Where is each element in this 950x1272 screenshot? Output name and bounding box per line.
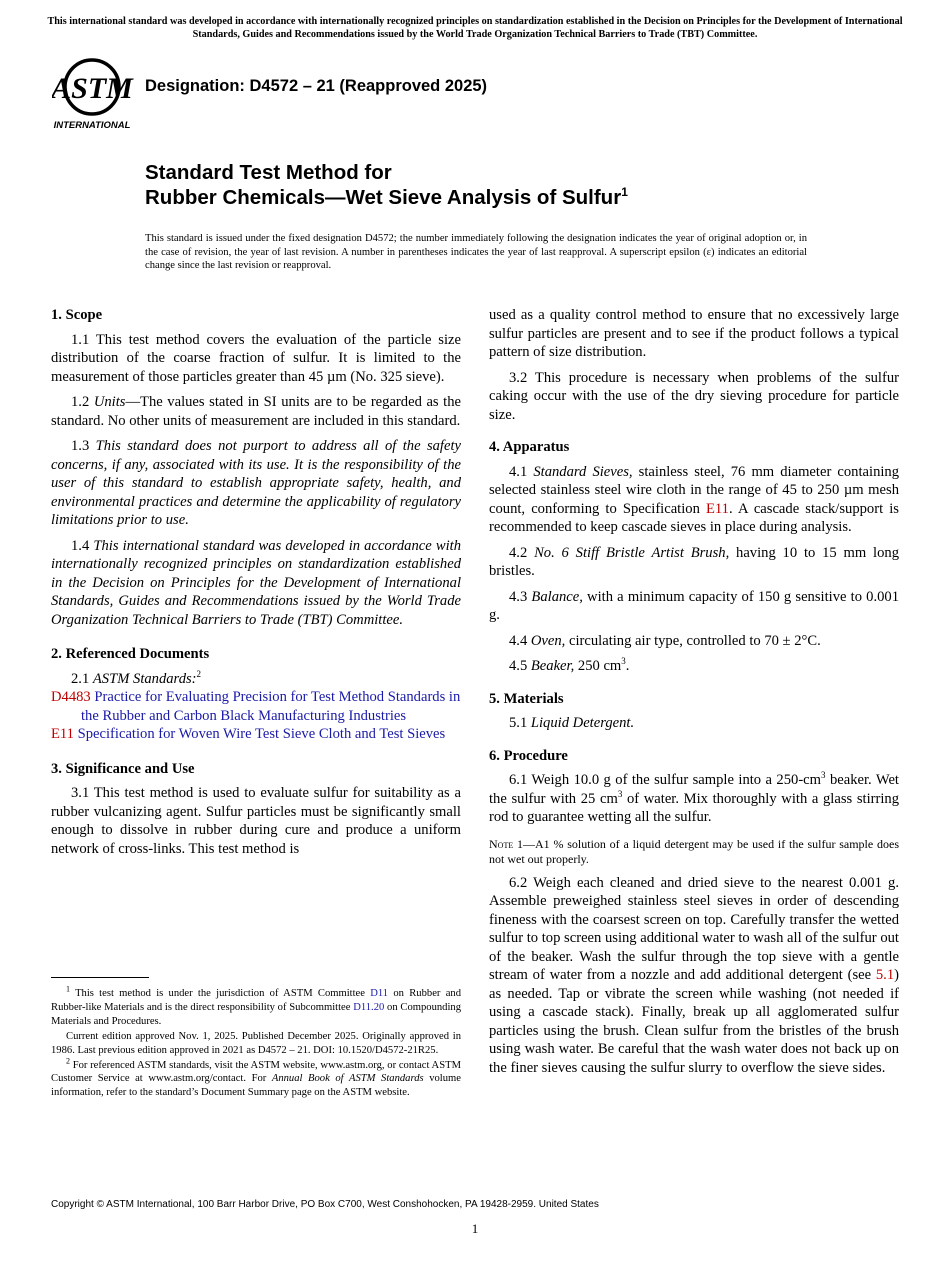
- footnote-1-text-a: This test method is under the jurisdiction of ASTM Committee: [70, 988, 371, 999]
- para-1-1: 1.1 This test method covers the evaluation of the particle size distribution of the coarse fraction of sulfur. It is limited to the measurement of those particles greater than 45 µm (No. 325 sieve).: [51, 331, 461, 385]
- astm-logo-icon: [52, 56, 136, 132]
- para-3-1-continued: used as a quality control method to ensure that no excessively large sulfur particles are present and to see if the product follows a typical pattern of size distribution.: [489, 307, 899, 360]
- footnote-2-mark: 2: [66, 1056, 70, 1065]
- para-4-5-italic: Beaker,: [530, 658, 575, 674]
- footnote-2-text-a: For referenced ASTM standards, visit the ASTM website, www.astm.org, or contact ASTM Customer Service at www.astm.org/contact. For: [51, 1059, 461, 1085]
- para-1-2-rest: —The values stated in SI units are to be regarded as the standard. No other units of measurement are included in this standard.: [51, 394, 461, 429]
- footnote-1-text-c: on Compounding Materials and Procedures.: [51, 1001, 461, 1027]
- title-footnote-mark: 1: [621, 185, 628, 200]
- para-6-1: [489, 771, 899, 827]
- para-3-2: 3.2 This procedure is necessary when problems of the sulfur caking occur with the use of the dry sieving procedure for particle size.: [489, 369, 899, 423]
- footnote-1: [51, 984, 461, 1029]
- para-4-3-italic: Balance,: [531, 588, 583, 605]
- reference-code[interactable]: D4483: [51, 689, 91, 705]
- para-4-5: [489, 657, 899, 676]
- para-6-2: [489, 874, 899, 1078]
- referenced-heading: 2. Referenced Documents: [51, 646, 210, 662]
- para-2-1: [51, 670, 461, 689]
- title-line-2-text: Rubber Chemicals—Wet Sieve Analysis of Sulfur: [145, 186, 622, 209]
- footnote-2-italic: Annual Book of ASTM Standards: [271, 1073, 424, 1085]
- para-4-1-italic: Standard Sieves,: [533, 463, 633, 480]
- para-4-2-italic: No. 6 Stiff Bristle Artist Brush,: [534, 544, 730, 561]
- note-1-label: Note 1: [489, 836, 523, 851]
- top-notice: This international standard was developed in accordance with internationally recognized principles on standardization established in the Decision on Principles for the Development of International Standards, Guides and Recommendations issued by the World Trade Organization Technical Barriers to Trade (TBT) Committee.: [47, 16, 903, 40]
- footnote-edition: Current edition approved Nov. 1, 2025. Published December 2025. Originally approved in 1986. Last previous edition approved in 2021 as D4572 – 21. DOI: 10.1520/D4572-21R25.: [51, 1030, 461, 1056]
- scope-heading: 1. Scope: [51, 307, 103, 323]
- para-4-2: [489, 544, 899, 581]
- subcommittee-link[interactable]: D11.20: [353, 1001, 385, 1013]
- section-5-1-link[interactable]: 5.1: [875, 967, 895, 983]
- para-1-2-num: 1.2: [71, 394, 94, 410]
- para-5-1-italic: Liquid Detergent.: [530, 715, 635, 731]
- para-1-3: [51, 437, 461, 530]
- title-line-1: Standard Test Method for: [145, 161, 392, 184]
- para-1-2: [51, 393, 461, 430]
- para-4-5-sup: 3: [621, 656, 626, 667]
- para-6-2-text-b: ) as needed. Tap or vibrate the screen while washing (not needed if using a cascade stack). Finally, break up all agglomerated sulfur particles using the brush. Clean sulfur from the bristles of the brush using wash water. Be careful that the wash water does not back up on the finer sieves causing the sulfur slurry to overflow the sieve sides.: [489, 967, 899, 1076]
- para-5-1-num: 5.1: [509, 715, 531, 731]
- reference-code[interactable]: E11: [51, 726, 74, 742]
- para-4-4-italic: Oven,: [530, 632, 566, 649]
- footnote-2: [51, 1056, 461, 1101]
- footnote-rule: [51, 977, 149, 978]
- para-4-5-rest: 250 cm: [574, 658, 622, 674]
- para-4-1-text-b: . A cascade stack/support is recommended to keep cascade sieves in place during analysis.: [489, 500, 899, 535]
- para-3-1: 3.1 This test method is used to evaluate sulfur for suitability as a rubber vulcanizing agent. Sulfur particles must be significantly small enough to dissolve in rubber during cure and produce a uniform network of cross-links. This test method is: [51, 785, 461, 857]
- apparatus-heading: 4. Apparatus: [489, 439, 570, 455]
- para-2-1-sup: 2: [196, 668, 202, 679]
- spec-e11-link[interactable]: E11: [706, 500, 729, 517]
- copyright: Copyright © ASTM International, 100 Barr Harbor Drive, PO Box C700, West Conshohocken, PA 19428-2959. United States: [51, 1199, 599, 1210]
- para-6-1-sup-1: 3: [821, 770, 826, 781]
- footnote-1-mark: 1: [66, 984, 70, 994]
- para-4-1-text-a: stainless steel, 76 mm diameter containing selected stainless steel wire cloth in the range of 45 to 250 µm mesh count, conforming to Specification: [489, 463, 900, 517]
- logo-subtext: INTERNATIONAL: [53, 120, 131, 131]
- para-6-1-text-b: beaker. Wet the sulfur with 25 cm: [489, 772, 899, 807]
- para-4-4-num: 4.4: [509, 632, 531, 649]
- para-4-2-num: 4.2: [509, 544, 535, 561]
- para-4-4-rest: circulating air type, controlled to 70 ± 2°C.: [565, 632, 821, 649]
- para-1-4: [51, 537, 461, 630]
- page-number: 1: [471, 1221, 479, 1236]
- para-6-1-text-c: of water. Mix thoroughly with a glass stirring rod to guarantee wetting all the sulfur.: [489, 790, 899, 825]
- procedure-heading: 6. Procedure: [489, 747, 568, 764]
- para-4-5-end: .: [625, 658, 630, 674]
- para-5-1: [489, 714, 899, 733]
- para-4-3-rest: with a minimum capacity of 150 g sensitive to 0.001 g.: [489, 588, 899, 623]
- para-6-2-text-a: 6.2 Weigh each cleaned and dried sieve to the nearest 0.001 g. Assemble preweighed stainless steel sieves in order of descending fineness with the coarsest screen on top. Carefully transfer the wetted sulfur to top screen using additional water to wash all of the sulfur out of the beaker. Wash the sulfur through the top sieve with a gentle stream of water from a nozzle and add additional detergent (see: [489, 874, 899, 983]
- reference-item[interactable]: [51, 725, 461, 744]
- materials-heading: 5. Materials: [489, 690, 564, 707]
- designation: Designation: D4572 – 21 (Reapproved 2025): [145, 77, 488, 95]
- para-4-4: [489, 632, 899, 651]
- para-4-1-num: 4.1: [509, 463, 534, 480]
- logo-text: ASTM: [52, 72, 133, 105]
- title-line-2: [145, 185, 628, 210]
- reference-title[interactable]: Specification for Woven Wire Test Sieve Cloth and Test Sieves: [77, 726, 446, 742]
- para-1-4-num: 1.4: [71, 537, 94, 554]
- left-column: [51, 306, 461, 865]
- astm-logo: [52, 56, 136, 132]
- footnote-1-text-b: on Rubber and Rubber-like Materials and is the direct responsibility of Subcommittee: [51, 988, 461, 1013]
- reference-title[interactable]: Practice for Evaluating Precision for Test Method Standards in the Rubber and Carbon Black Manufacturing Industries: [81, 689, 461, 724]
- para-1-2-italic: Units: [93, 394, 126, 410]
- para-4-2-rest: having 10 to 15 mm long bristles.: [489, 544, 899, 579]
- committee-link[interactable]: D11: [370, 988, 389, 999]
- para-1-3-num: 1.3: [71, 438, 96, 454]
- note-1-text: —A1 % solution of a liquid detergent may be used if the sulfur sample does not wet out properly.: [489, 836, 899, 866]
- significance-heading: 3. Significance and Use: [51, 760, 195, 777]
- right-column: [489, 306, 899, 1084]
- para-4-1: [489, 463, 899, 537]
- para-1-4-italic: This international standard was developed in accordance with internationally recognized principles on standardization established in the Decision on Principles for the Development of International Standards, Guides and Recommendations issued by the World Trade Organization Technical Barriers to Trade (TBT) Committee.: [51, 537, 462, 628]
- para-2-1-num: 2.1: [71, 670, 93, 687]
- para-4-3: [489, 588, 899, 625]
- para-2-1-italic: ASTM Standards:: [92, 670, 197, 687]
- document-title: [145, 160, 628, 210]
- para-1-3-italic: This standard does not purport to address all of the safety concerns, if any, associated with its use. It is the responsibility of the user of this standard to establish appropriate safety, health, and environmental practices and determine the applicability of regulatory limitations prior to use.: [51, 438, 461, 528]
- para-6-1-text-a: 6.1 Weigh 10.0 g of the sulfur sample into a 250-cm: [509, 772, 822, 788]
- footnote-2-text-b: volume information, refer to the standard’s Document Summary page on the ASTM website.: [51, 1073, 461, 1099]
- issued-note: This standard is issued under the fixed designation D4572; the number immediately following the designation indicates the year of original adoption or, in the case of revision, the year of last revision. A number in parentheses indicates the year of last reapproval. A superscript epsilon (ε) indicates an editorial change since the last revision or reapproval.: [145, 233, 807, 272]
- note-1: [489, 837, 899, 868]
- para-6-1-sup-2: 3: [617, 788, 623, 799]
- reference-item[interactable]: [51, 688, 461, 725]
- para-4-3-num: 4.3: [509, 588, 532, 605]
- footnotes: [51, 984, 461, 1101]
- para-4-5-num: 4.5: [509, 658, 531, 674]
